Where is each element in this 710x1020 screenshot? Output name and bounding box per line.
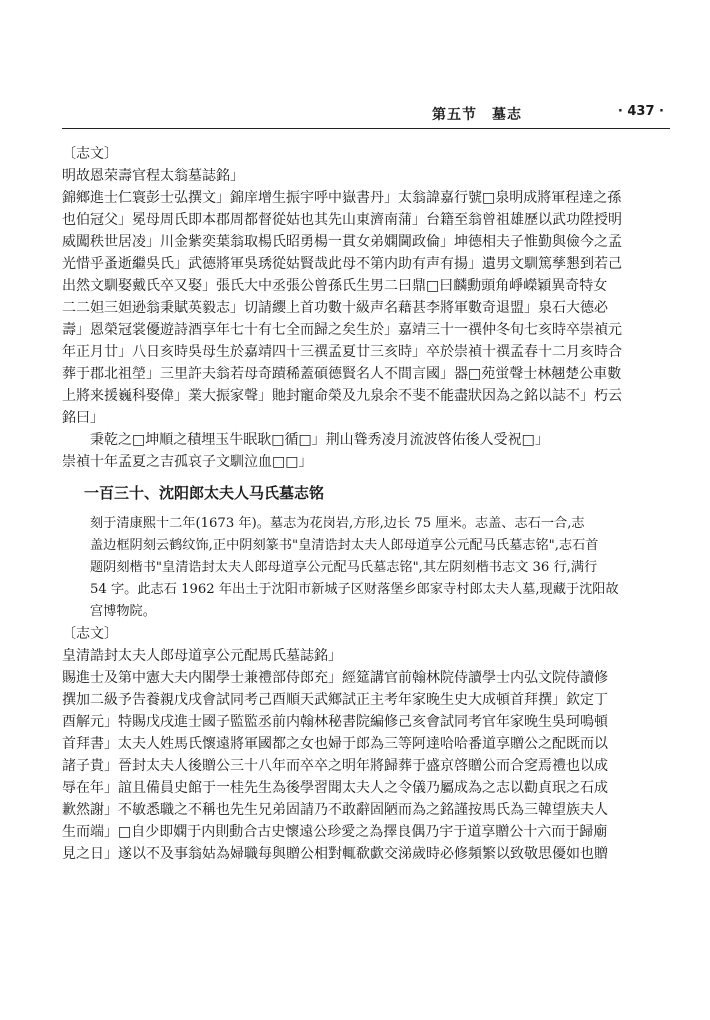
epitaph-text-tag: 〔志文〕 — [62, 146, 118, 162]
entry-heading: 一百三十、沈阳郎太夫人马氏墓志铭 — [84, 484, 325, 502]
epitaph-line: 生而端」□自少即嫻于内則動合古史懷遠公珍愛之為擇良偶乃宇于道享贈公十六而于歸廟 — [62, 824, 608, 840]
epitaph-line: 錦鄉進士仁寰彭士弘撰文」錦庠增生振宇呼中嶽書丹」太翁諱嘉行號□泉明成將軍程達之孫 — [62, 190, 622, 206]
epitaph-line: 年正月廿」八日亥時吳母生於嘉靖四十三禩孟夏廿三亥時」卒於崇禎十禩孟春十二月亥時合 — [62, 344, 622, 360]
epitaph-line: 撰加二級予告養親戊戌會試同考己酉順天武鄉試正主考年家晚生史大成頓首拜撰」欽定丁 — [62, 692, 608, 708]
epitaph-body-2 — [62, 667, 670, 865]
header-rule — [62, 128, 670, 129]
epitaph-line: 二二妲三妲逊翁秉賦英毅志」切請纓上首功數十級声名藉甚李將軍數奇退盟」泉石大德必 — [62, 300, 608, 316]
epitaph-line: 諸子貴」晉封太夫人後贈公三十八年而卒卒之明年將歸葬于盛京啓贈公而合窆焉禮也以成 — [62, 758, 608, 774]
epitaph-line: 出然文馴娶戴氏卒又娶」張氏大中丞張公曾孫氏生男二曰鼎□曰麟勳頭角崢嶸穎異奇特女 — [62, 278, 608, 294]
epitaph-line: 光惜乎蚤逝繼吳氏」武德將軍吳琇從姑賢哉此母不第内助有声有揚」遺男文馴篤孳懇到若己 — [62, 256, 622, 272]
verse-line: 秉乾之□坤順之積埋玉牛眠耿□循□」荆山聳秀凌月流波啓佑後人受祝□」 — [90, 432, 549, 448]
description-line: 宫博物院。 — [90, 604, 156, 619]
epitaph-line: 銘曰」 — [62, 410, 104, 426]
epitaph-line: 歉然謝」不敏悉職之不稱也先生兄弟固請乃不敢辭固陋而為之銘謹按馬氏為三韓望族夫人 — [62, 802, 608, 818]
epitaph-line: 酉解元」特賜戊戌進士國子監監丞前内翰林秘書院編修己亥會試同考官年家晚生吳珂鳴頓 — [62, 714, 608, 730]
page-content — [62, 143, 670, 865]
description-line: 刻于清康熙十二年(1673 年)。墓志为花岗岩,方形,边长 75 厘米。志盖、志石一合,志 — [90, 516, 585, 531]
epitaph-body — [62, 187, 670, 429]
epitaph-line: 賜進士及第中憲大夫内閣學士兼禮部侍郎充」經筵講官前翰林院侍讀學士内弘文院侍讀修 — [62, 670, 608, 686]
epitaph-line: 葬于郡北祖塋」三里許夫翁若母奇蹟稀蓋碩德賢名人不間言國」器□苑蛍聲士林翹楚公車數 — [62, 366, 622, 382]
epitaph-line: 首拜書」太夫人姓馬氏懷遠將軍國都之女也婦于郎為三等阿達哈哈番道享贈公之配既而以 — [62, 736, 608, 752]
epitaph-verse — [62, 429, 670, 473]
epitaph-line: 辱在年」誼且備員史館于一桂先生為後學習聞太夫人之令儀乃屬成為之志以勸貞珉之石成 — [62, 780, 608, 796]
description-line: 盖边框阴刻云鹤纹饰,正中阴刻篆书"皇清诰封太夫人郎母道享公元配马氏墓志铭",志石首 — [90, 538, 599, 553]
running-header — [62, 100, 670, 124]
entry-description — [62, 513, 670, 623]
description-line: 54 字。此志石 1962 年出土于沈阳市新城子区财落堡乡郎家寺村郎太夫人墓,现藏于沈阳故 — [90, 582, 619, 597]
epitaph-title: 明故恩荣壽官程太翁墓誌銘」 — [62, 168, 244, 184]
epitaph-line: 見之日」遂以不及事翁姑為婦職每與贈公相對輒欷歔交涕歲時必修頻繁以致敬思優如也贈 — [62, 846, 608, 862]
section-title: 第五节 墓志 — [432, 107, 522, 123]
epitaph-title-2: 皇清誥封太夫人郎母道享公元配馬氏墓誌銘」 — [62, 648, 342, 664]
epitaph-text-tag-2: 〔志文〕 — [62, 626, 118, 642]
epitaph-line: 也伯冠父」冕母周氏即本郡周都督從姑也其先山東濟南蒲」台籍至翁曾祖雄歷以武功陞授明 — [62, 212, 622, 228]
epitaph-line: 上將来援巍科娶偉」業大振家聲」貤封寵命榮及九泉余不斐不能盡狀因為之銘以誌不」朽云 — [62, 388, 622, 404]
verse-line: 崇禎十年孟夏之吉孤哀子文馴泣血□□」 — [62, 454, 313, 470]
epitaph-line: 壽」恩榮冠裳優遊詩酒享年七十有七全而歸之矣生於」嘉靖三十一禩仲冬旬七亥時卒崇禎元 — [62, 322, 622, 338]
page-number: · 437 · — [617, 104, 664, 119]
epitaph-line: 威闖秩世居凌」川金紫奕葉翁取楊氏昭勇楊一貫女弟嫻閫政倫」坤德相夫子惟勤與儉今之孟 — [62, 234, 622, 250]
description-line: 题阴刻楷书"皇清诰封太夫人郎母道享公元配马氏墓志铭",其左阴刻楷书志文 36 行,满行 — [90, 560, 598, 575]
